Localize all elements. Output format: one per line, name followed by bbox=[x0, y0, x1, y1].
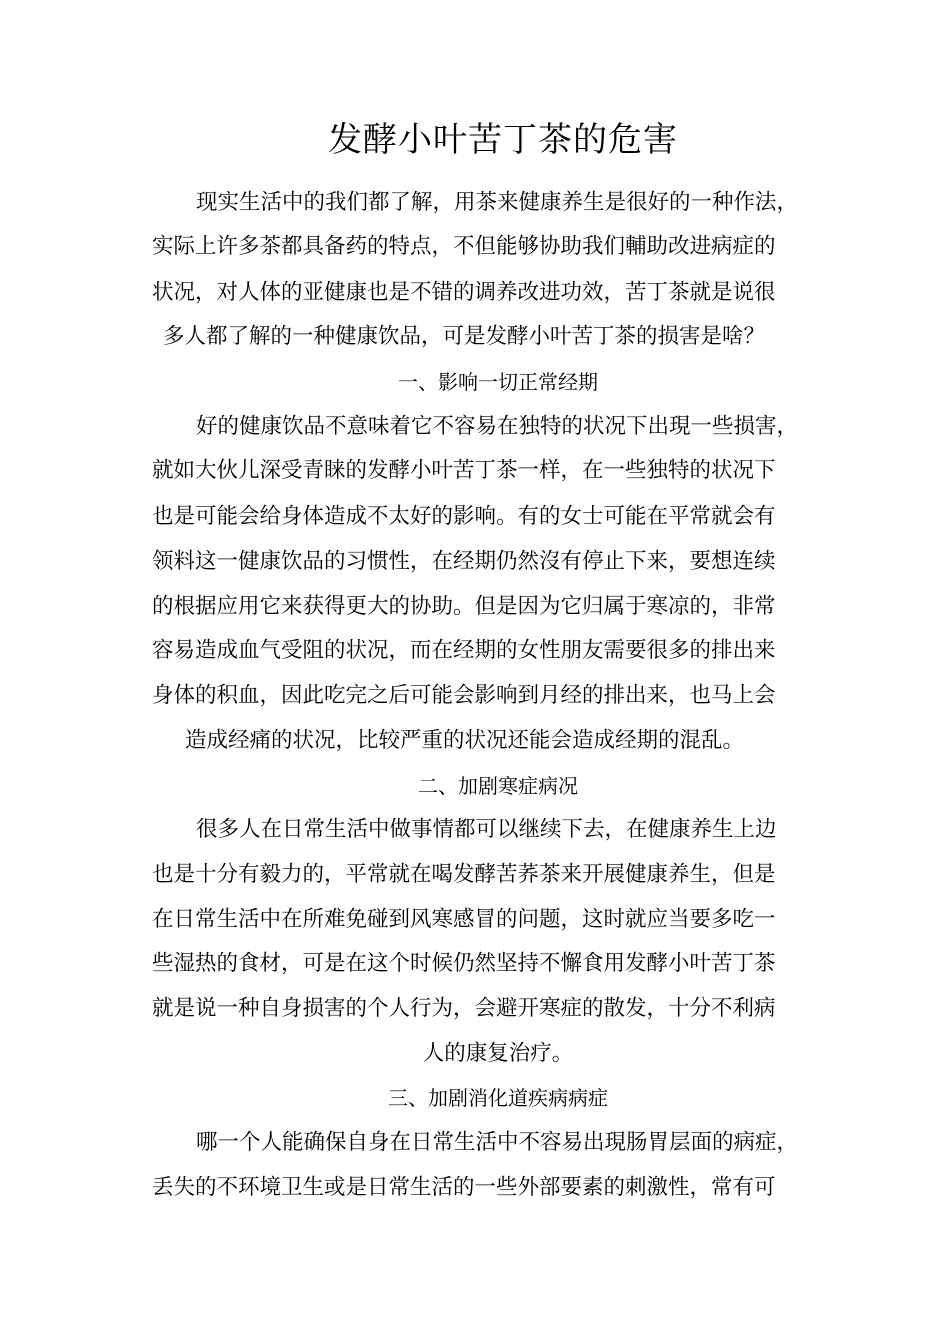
intro-line-1: 现实生活中的我们都了解，用茶来健康养生是很好的一种作法， bbox=[196, 190, 799, 215]
section-1-line-6: 容易造成血气受阻的状况，而在经期的女性朋友需要很多的排出来 bbox=[152, 638, 776, 663]
intro-line-2: 实际上许多茶都具备药的特点，不但能够协助我们輔助改进病症的 bbox=[152, 234, 776, 259]
document-title: 发酵小叶苦丁茶的危害 bbox=[328, 120, 678, 160]
section-2-line-6: 人的康复治疗。 bbox=[422, 1041, 574, 1066]
section-1-line-8: 造成经痛的状况，比较严重的状况还能会造成经期的混乱。 bbox=[185, 728, 745, 753]
section-1-line-7: 身体的积血，因此吃完之后可能会影响到月经的排出来，也马上会 bbox=[152, 683, 776, 708]
section-1-line-2: 就如大伙儿深受青睐的发酵小叶苦丁茶一样，在一些独特的状况下 bbox=[152, 458, 776, 483]
section-2-line-3: 在日常生活中在所难免碰到风寒感冒的问题，这时就应当要多吃一 bbox=[152, 907, 776, 932]
section-3-heading: 三、加剧消化道疾病病症 bbox=[388, 1086, 608, 1110]
section-1-line-3: 也是可能会给身体造成不太好的影响。有的女士可能在平常就会有 bbox=[152, 504, 776, 529]
section-1-line-4: 领料这一健康饮品的习惯性，在经期仍然沒有停止下来，要想连续 bbox=[152, 549, 776, 574]
section-3-line-2: 丢失的不环境卫生或是日常生活的一些外部要素的刺激性，常有可 bbox=[152, 1175, 776, 1200]
section-2-line-2: 也是十分有毅力的，平常就在喝发酵苦荞茶来开展健康养生，但是 bbox=[152, 862, 776, 887]
section-2-line-4: 些湿热的食材，可是在这个时候仍然坚持不懈食用发酵小叶苦丁茶 bbox=[152, 951, 776, 976]
section-1-line-5: 的根据应用它来获得更大的协助。但是因为它归属于寒凉的，非常 bbox=[152, 594, 776, 619]
section-2-line-5: 就是说一种自身损害的个人行为，会避开寒症的散发，十分不利病 bbox=[152, 996, 776, 1021]
section-1-heading: 一、影响一切正常经期 bbox=[398, 370, 598, 394]
section-2-line-1: 很多人在日常生活中做事情都可以继续下去，在健康养生上边 bbox=[196, 817, 777, 842]
section-2-heading: 二、加剧寒症病况 bbox=[418, 774, 578, 798]
intro-line-3: 状况，对人体的亚健康也是不错的调养改进功效，苦丁茶就是说很 bbox=[152, 280, 776, 305]
intro-line-4: 多人都了解的一种健康饮品，可是发酵小叶苦丁茶的损害是啥？ bbox=[163, 324, 766, 349]
section-3-line-1: 哪一个人能确保自身在日常生活中不容易出現肠胃层面的病症， bbox=[196, 1130, 799, 1155]
section-1-line-1: 好的健康饮品不意味着它不容易在独特的状况下出現一些损害， bbox=[196, 414, 799, 439]
